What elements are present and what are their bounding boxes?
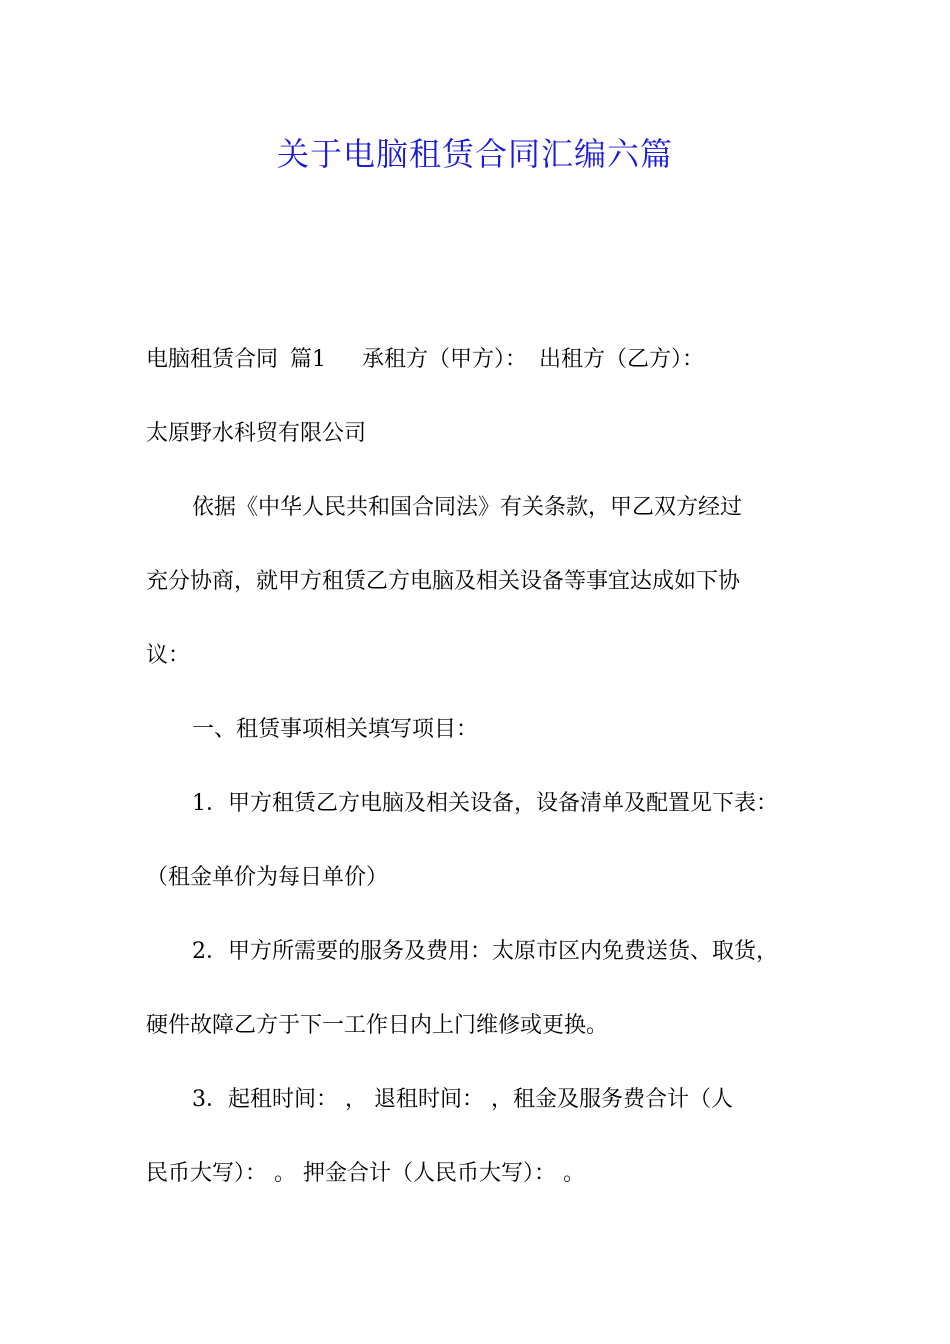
paragraph-line: 议： bbox=[146, 643, 191, 668]
clause-item-3: 3．起租时间： ， 退租时间： ，租金及服务费合计（人 bbox=[192, 1087, 733, 1112]
section-heading: 一、租赁事项相关填写项目： bbox=[192, 717, 479, 742]
lessor-label: 出租方（乙方）： bbox=[539, 347, 705, 372]
company-name: 太原野水科贸有限公司 bbox=[146, 421, 367, 446]
clause-item-1-cont: （租金单价为每日单价） bbox=[146, 865, 389, 890]
lessee-label: 承租方（甲方）： bbox=[362, 347, 528, 372]
clause-item-3-cont: 民币大写）： 。 押金合计（人民币大写）： 。 bbox=[146, 1161, 585, 1186]
contract-name: 电脑租赁合同 bbox=[146, 347, 279, 372]
clause-item-2-cont: 硬件故障乙方于下一工作日内上门维修或更换。 bbox=[146, 1013, 609, 1038]
document-body bbox=[146, 323, 826, 1211]
paragraph-line: 依据《中华人民共和国合同法》有关条款，甲乙双方经过 bbox=[192, 495, 743, 520]
clause-item-2: 2．甲方所需要的服务及费用：太原市区内免费送货、取货， bbox=[192, 939, 778, 964]
clause-item-1: 1．甲方租赁乙方电脑及相关设备，设备清单及配置见下表： bbox=[192, 791, 778, 816]
contract-part: 篇1 bbox=[290, 347, 327, 372]
paragraph-line: 充分协商，就甲方租赁乙方电脑及相关设备等事宜达成如下协 bbox=[146, 569, 741, 594]
contract-header-line bbox=[146, 323, 826, 397]
document-title: 关于电脑租赁合同汇编六篇 bbox=[276, 135, 673, 173]
